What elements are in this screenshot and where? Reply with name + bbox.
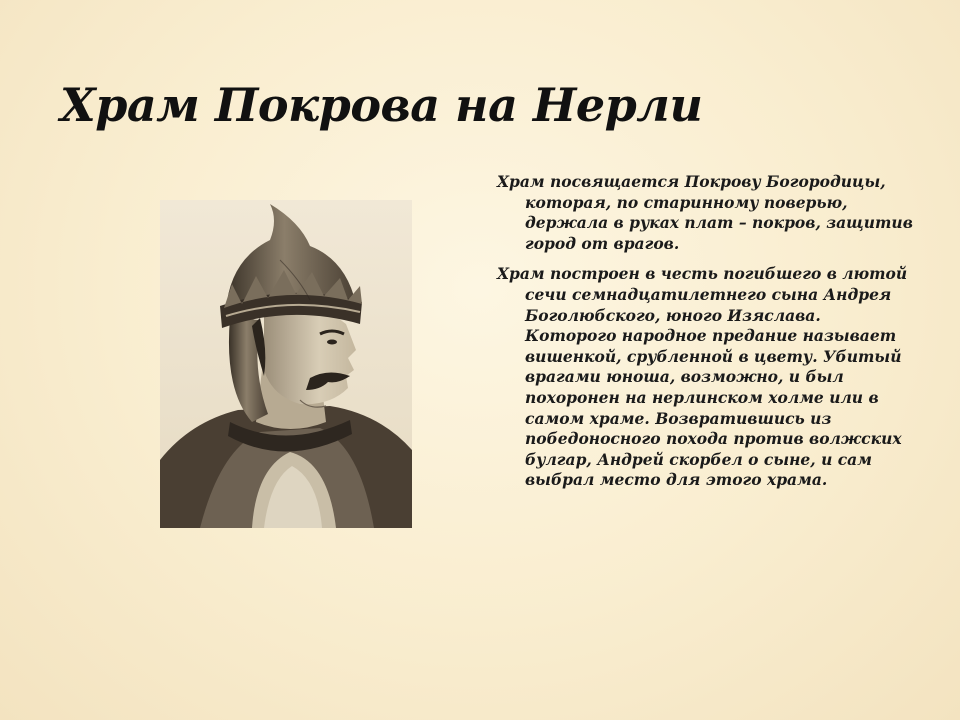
portrait-engraving-icon <box>160 200 412 528</box>
slide-title: Храм Покрова на Нерли <box>60 78 703 132</box>
paragraph-history: Храм построен в честь погибшего в лютой сечи семнадцатилетнего сына Андрея Боголюбского, юного Изяслава. Которого народное предание называет вишенкой, срубленной в цвету. Убитый врагами юноша, возможно, и был похоронен на нерлинском холме или в самом храме. Возвратившись из победоносного похода против волжских булгар, Андрей скорбел о сыне, и сам выбрал место для этого храма. <box>497 264 908 490</box>
body-text <box>497 172 917 501</box>
paragraph-dedication: Храм посвящается Покрову Богородицы, которая, по старинному поверью, держала в руках плат – покров, защитив город от врагов. <box>497 172 913 253</box>
portrait-image <box>160 200 412 528</box>
